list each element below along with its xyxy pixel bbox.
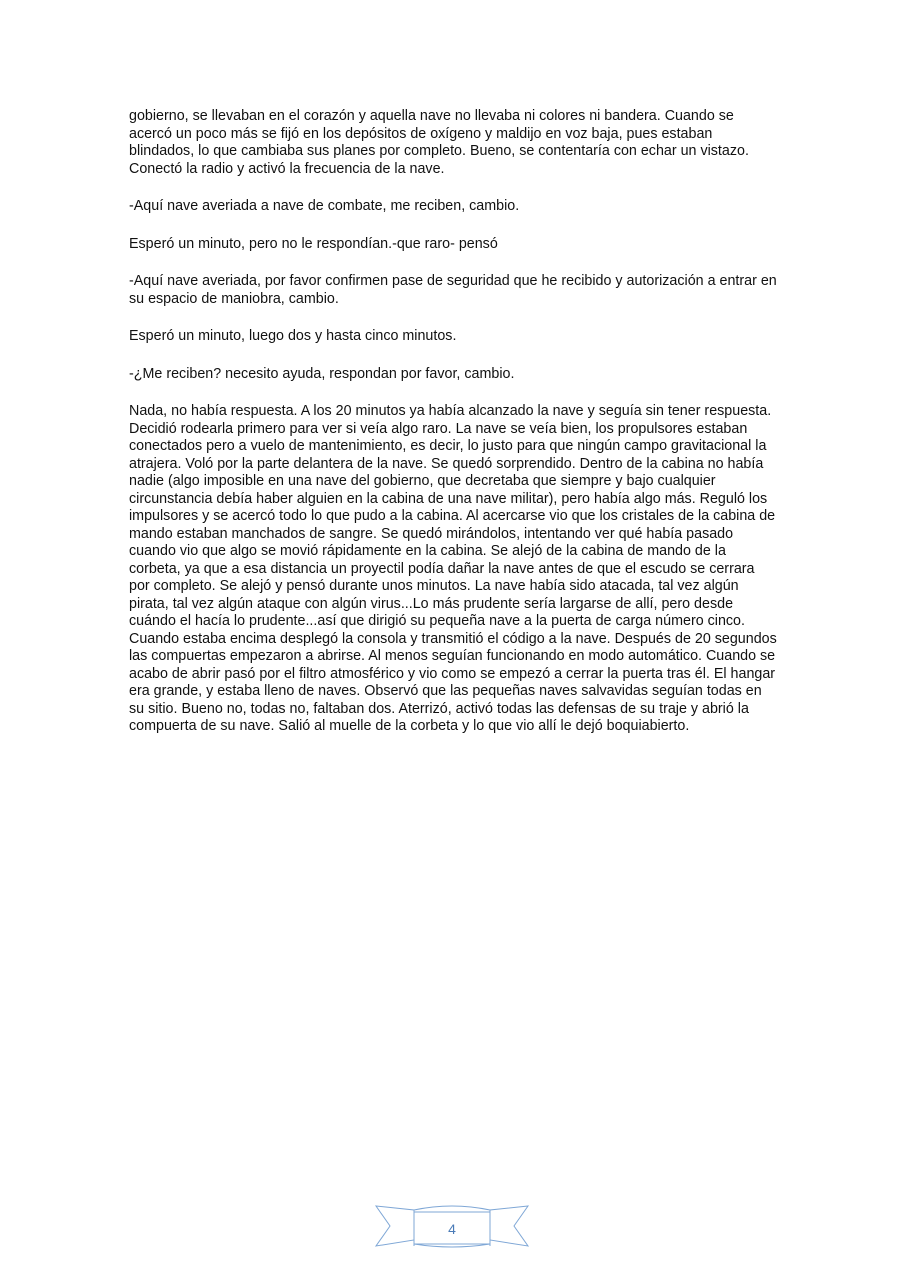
paragraph: -Aquí nave averiada, por favor confirmen pase de seguridad que he recibido y autorización a entrar en su espacio de maniobra, cambio. bbox=[129, 273, 777, 307]
page-number: 4 bbox=[448, 1221, 456, 1237]
paragraph: Esperó un minuto, luego dos y hasta cinco minutos. bbox=[129, 328, 457, 344]
page-number-ribbon bbox=[372, 1200, 532, 1252]
body-text bbox=[129, 108, 779, 756]
paragraph: -¿Me reciben? necesito ayuda, respondan por favor, cambio. bbox=[129, 365, 515, 382]
paragraph: gobierno, se llevaban en el corazón y aquella nave no llevaba ni colores ni bandera. Cuando se acercó un poco más se fijó en los depósitos de oxígeno y maldijo en voz baja, pues estaban blindados, lo que cambiaba sus planes por completo. Bueno, se contentaría con echar un vistazo. Conectó la radio y activó la frecuencia de la nave. bbox=[129, 108, 749, 177]
paragraph: Esperó un minuto, pero no le respondían.-que raro- pensó bbox=[129, 235, 498, 252]
paragraph: Nada, no había respuesta. A los 20 minutos ya había alcanzado la nave y seguía sin tener respuesta. Decidió rodearla primero para ver si veía algo raro. La nave se veía bien, los propulsores estaban conectados pero a vuelo de mantenimiento, es decir, lo justo para que ningún campo gravitacional la atrajera. Voló por la parte delantera de la nave. Se quedó sorprendido. Dentro de la cabina no había nadie (algo imposible en una nave del gobierno, que decretaba que siempre y bajo cualquier circunstancia debía haber alguien en la cabina de una nave militar), pero había algo más. Reguló los impulsores y se acercó todo lo que pudo a la cabina. Al acercarse vio que los cristales de la cabina de mando estaban manchados de sangre. Se quedó mirándolos, intentando ver qué había pasado cuando vio que algo se movió rápidamente en la cabina. Se alejó de la cabina de mando de la corbeta, ya que a esa distancia un proyectil podía dañar la nave antes de que el escudo se cerrara por completo. Se alejó y pensó durante unos minutos. La nave había sido atacada, tal vez algún pirata, tal vez algún ataque con algún virus...Lo más prudente sería largarse de allí, pero desde cuándo el hacía lo prudente...así que dirigió su pequeña nave a la puerta de carga número cinco. Cuando estaba encima desplegó la consola y transmitió el código a la nave. Después de 20 segundos las compuertas empezaron a abrirse. Al menos seguían funcionando en modo automático. Cuando se acabo de abrir pasó por el filtro atmosférico y vio como se empezó a cerrar la puerta tras él. El hangar era grande, y estaba lleno de naves. Observó que las pequeñas naves salvavidas seguían todas en su sitio. Bueno no, todas no, faltaban dos. Aterrizó, activó todas las defensas de su traje y abrió la compuerta de su nave. Salió al muelle de la corbeta y lo que vio allí le dejó boquiabierto. bbox=[129, 403, 777, 734]
paragraph: -Aquí nave averiada a nave de combate, me reciben, cambio. bbox=[129, 198, 520, 214]
